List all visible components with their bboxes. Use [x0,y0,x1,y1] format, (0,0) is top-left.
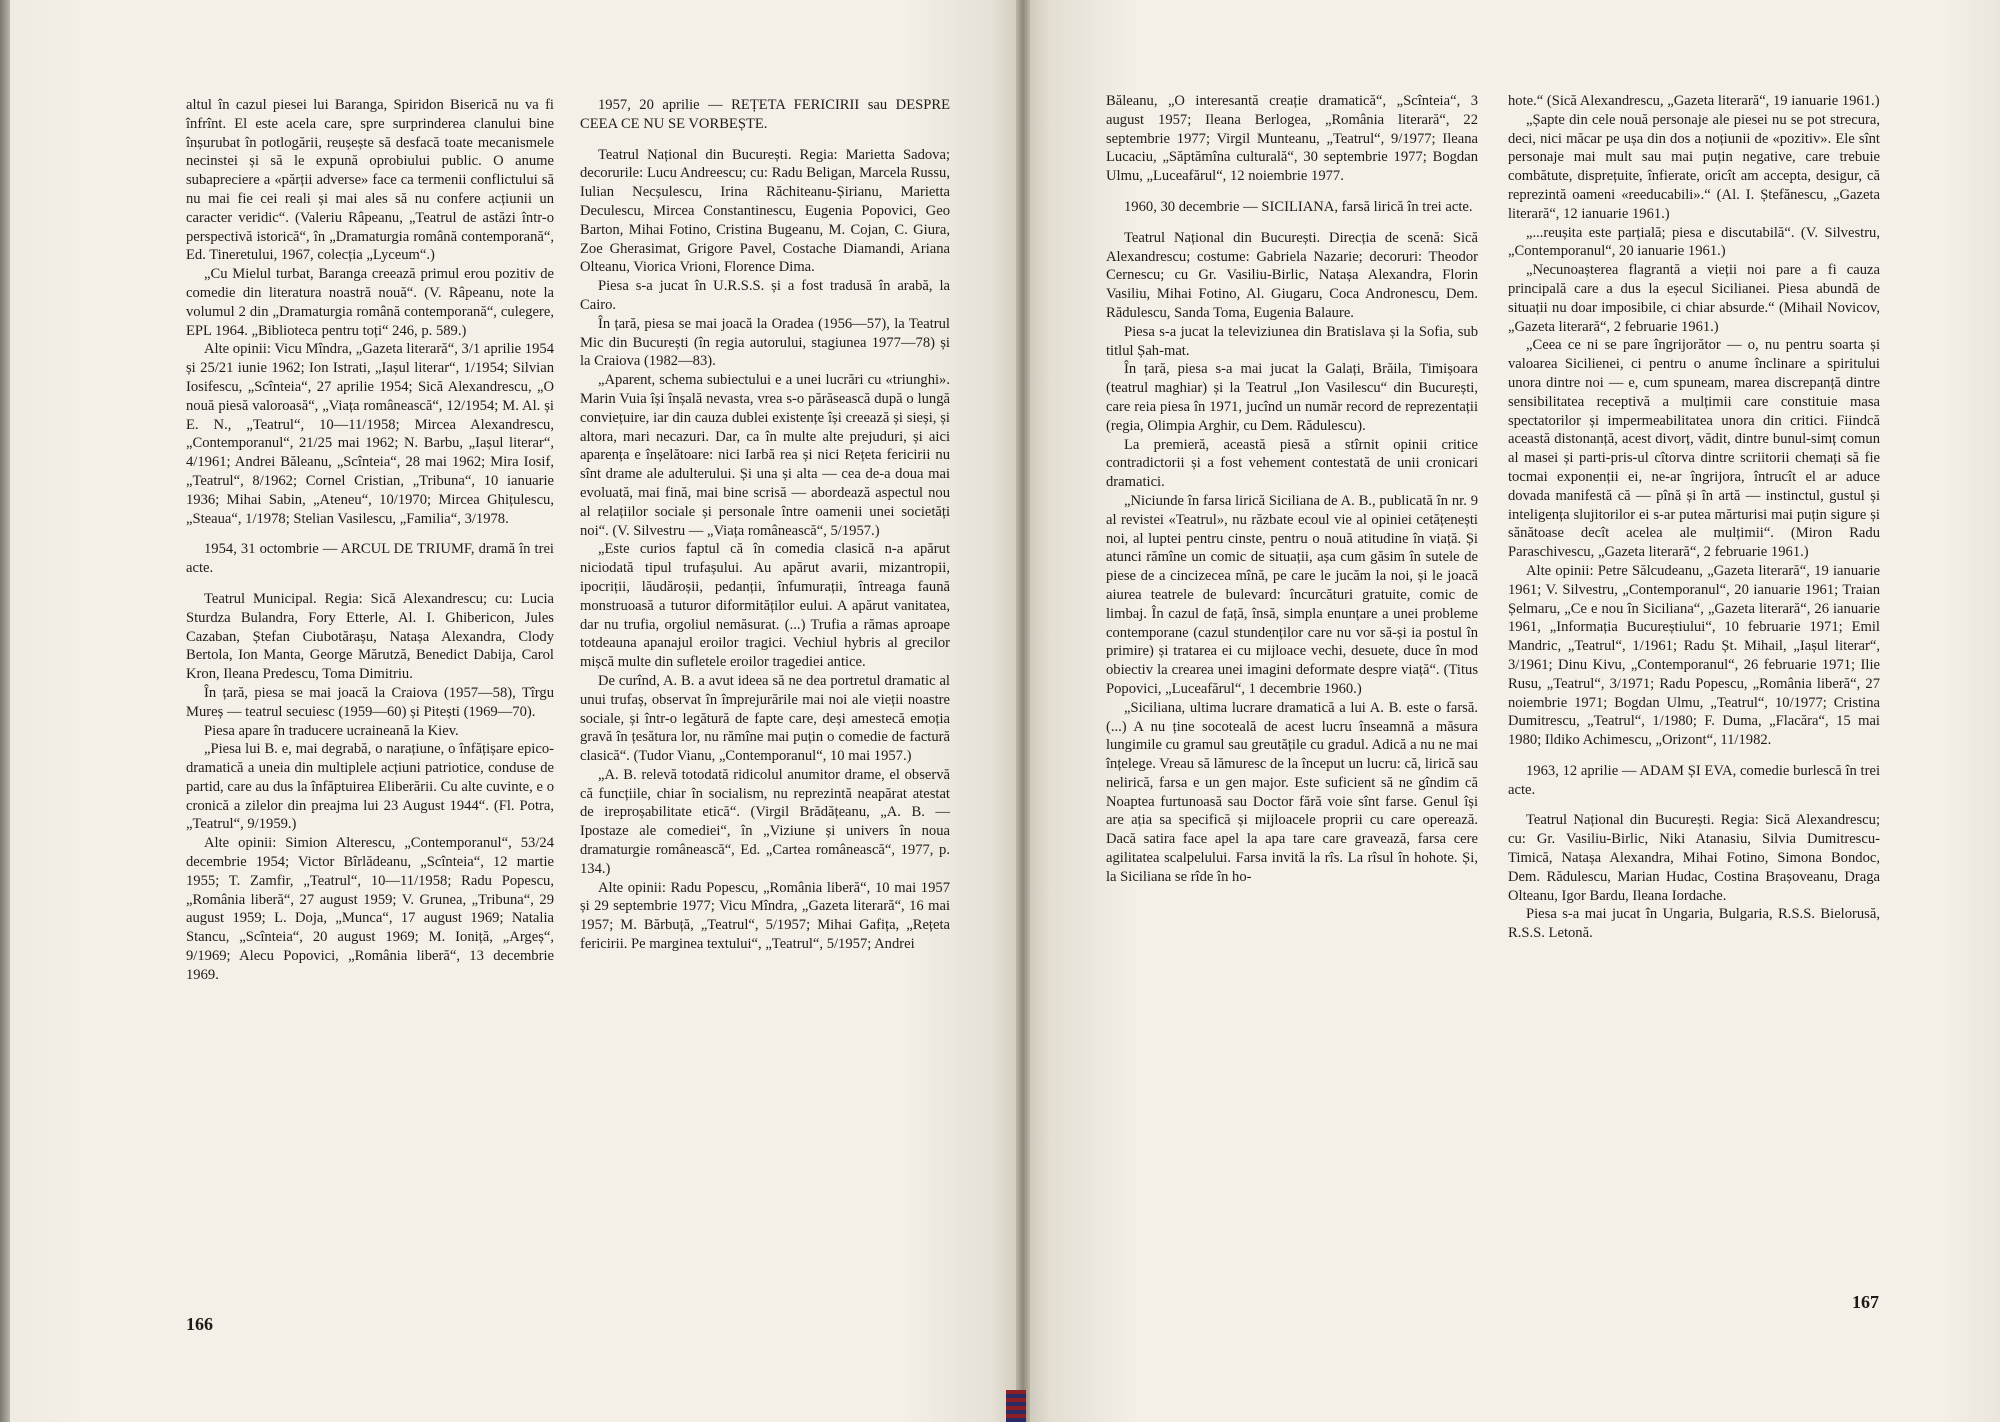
page-number-right: 167 [1852,1292,1879,1312]
paragraph: Piesa s-a jucat la televiziunea din Bratislava și la Sofia, sub titlul Șah-mat. [1106,323,1478,359]
book-spine [1016,0,1030,1422]
left-page-column-1 [186,96,554,985]
entry-heading: 1960, 30 decembrie — SICILIANA, farsă lirică în trei acte. [1124,198,1473,215]
entry-heading: 1963, 12 aprilie — ADAM ȘI EVA, comedie burlescă în trei acte. [1508,762,1880,798]
paragraph: În țară, piesa se mai joacă la Oradea (1956—57), la Teatrul Mic din București (în regia autorului, stagiunea 1977—78) și la Craiova (1982—83). [580,315,950,370]
paragraph: În țară, piesa se mai joacă la Craiova (1957—58), Tîrgu Mureș — teatrul secuiesc (1959—60) și Pitești (1969—70). [186,684,554,720]
paragraph: Teatrul Național din București. Regia: Marietta Sadova; decorurile: Lucu Andreescu; cu: Radu Beligan, Marcela Russu, Iulian Necșulescu, Irina Răchiteanu-Șirianu, Marietta Deculescu, Mircea Constantinescu, Eugenia Popovici, Geo Barton, Mihai Fotino, Cristina Bugeanu, M. Cojan, C. Giura, Zoe Gherasimat, Grigore Pavel, Costache Diamandi, Ariana Olteanu, Viorica Vrioni, Florence Dima. [580,146,950,276]
paragraph: „Șapte din cele nouă personaje ale piesei nu se pot strecura, deci, nici măcar pe ușa din dos a noțiunii de «pozitiv». Ele sînt personaje mai mult sau mai puțin negative, care trebuie combătute, disprețuite, înfierate, oricît am accepta, desigur, că reprezintă oameni «reeducabili».“ (Al. I. Ștefănescu, „Gazeta literară“, 12 ianuarie 1961.) [1508,111,1880,222]
paragraph: „Necunoașterea flagrantă a vieții noi pare a fi cauza principală care a dus la eșecul Sicilianei. Piesa abundă de situații nu doar imposibile, ci chiar absurde.“ (Mihail Novicov, „Gazeta literară“, 2 februarie 1961.) [1508,262,1880,335]
paragraph: Piesa s-a jucat în U.R.S.S. și a fost tradusă în arabă, la Cairo. [580,278,950,313]
paragraph: „...reușita este parțială; piesa e discutabilă“. (V. Silvestru, „Contemporanul“, 20 ianuarie 1961.) [1508,224,1880,260]
right-page-column-2 [1508,92,1880,943]
paragraph: „Piesa lui B. e, mai degrabă, o narațiune, o înfățișare epico-dramatică a uneia din multiplele acțiuni patriotice, conduse de partid, care au dus la înfăptuirea Eliberării. Cu alte cuvinte, e o cronică a zilelor din preajma lui 23 August 1944“. (Fl. Potra, „Teatrul“, 9/1959.) [186,741,554,833]
paragraph: „Cu Mielul turbat, Baranga creează primul erou pozitiv de comedie din literatura noastră nouă“. (V. Râpeanu, note la volumul 2 din „Dramaturgia română contemporană“, culegere, EPL 1964. „Biblioteca pentru toți“ 246, p. 589.) [186,266,554,339]
left-page-column-2 [580,96,950,954]
paragraph: Teatrul Național din București. Direcția de scenă: Sică Alexandrescu; costume: Gabriela Nazarie; decoruri: Theodor Cernescu; cu Gr. Vasiliu-Birlic, Natașa Alexandra, Florin Vasiliu, Mihai Fotino, Al. Giugaru, Coca Andronescu, Dem. Rădulescu, Sanda Toma, Eugenia Balaure. [1106,229,1478,321]
paragraph: Alte opinii: Petre Sălcudeanu, „Gazeta literară“, 19 ianuarie 1961; V. Silvestru, „Contemporanul“, 20 ianuarie 1961; Traian Șelmaru, „Ce e nou în Siciliana“, „Gazeta literară“, 26 ianuarie 1961, „Informația Bucureștiului“, 10 februarie 1971; Emil Mandric, „Teatrul“, 1/1961; Radu Șt. Mihail, „Iașul literar“, 3/1961; Dinu Kivu, „Contemporanul“, 26 februarie 1971; Ilie Rusu, „Teatrul“, 3/1971; Radu Popescu, „România liberă“, 27 noiembrie 1971; Bogdan Ulmu, „Teatrul“, 10/1977; Cristina Dumitrescu, „Teatrul“, 1/1980; F. Duma, „Flacăra“, 15 mai 1980; Ildiko Achimescu, „Orizont“, 11/1982. [1508,562,1880,749]
paragraph: Teatrul Municipal. Regia: Sică Alexandrescu; cu: Lucia Sturdza Bulandra, Fory Etterle, Al. I. Ghibericon, Jules Cazaban, Ștefan Ciubotărașu, Natașa Alexandra, Clody Bertola, Ion Manta, George Mărutză, Benedict Dabija, Carol Kron, Ileana Predescu, Toma Dimitriu. [186,590,554,683]
paragraph: „Aparent, schema subiectului e a unei lucrări cu «triunghi». Marin Vuia își înșală nevasta, vrea s-o părăsească după o lungă conviețuire, iar din cauza dublei existențe își creează și sieși, și altora, mari necazuri. Dar, ca în multe alte prejuduri, și aici aparența e înșelătoare: nici Iarbă rea și nici Rețeta fericirii nu sînt drame ale adulterului. Și una și alta — cea de-a doua mai evoluată, mai fină, mai bine scrisă — abordează aspectul nou al relațiilor sociale și personale între oamenii unei societăți noi“. (V. Silvestru — „Viața românească“, 5/1957.) [580,372,950,539]
paragraph: Alte opinii: Simion Alterescu, „Contemporanul“, 53/24 decembrie 1954; Victor Bîrlădeanu, „Scînteia“, 12 martie 1955; T. Zamfir, „Teatrul“, 10—11/1958; Radu Popescu, „România liberă“, 27 august 1959; V. Grunea, „Tribuna“, 29 august 1959; L. Doja, „Munca“, 17 august 1969; Natalia Stancu, „Scînteia“, 20 august 1969; M. Ioniță, „Argeș“, 9/1969; Alecu Popovici, „România liberă“, 13 decembrie 1969. [186,835,554,983]
paragraph: „Niciunde în farsa lirică Siciliana de A. B., publicată în nr. 9 al revistei «Teatrul», nu răzbate ecoul vie al opiniei cetățenești noi, al luptei pentru cinste, pentru o nouă atitudine în viață. Și atunci rămîne un comic de situații, așa cum găsim în sutele de piese de a cincizecea mînă, pe care le jucăm la noi, și le joacă aiurea teatrele de bulevard: încurcături gratuite, comic de limbaj. În cazul de față, însă, simpla enunțare a unei probleme contemporane (cazul stundenților care nu vor să-și ia postul în primire) și tratarea ei cu mijloace vechi, desuete, duce în mod obiectiv la crearea unei imagini deformate despre viață“. (Titus Popovici, „Luceafărul“, 1 decembrie 1960.) [1106,492,1478,697]
paragraph: altul în cazul piesei lui Baranga, Spiridon Biserică nu va fi înfrînt. El este acela care, spre surprinderea clanului bine înșurubat în potlogării, reușește să desfacă toate mecanismele necinstei și să le expună oprobiului public. O anume subapreciere a «părții adverse» face ca termenii conflictului să nu mai fie cei reali și mai ales să nu confere acțiunii un caracter veridic“. (Valeriu Râpeanu, „Teatrul de astăzi într-o perspectivă istorică“, în „Dramaturgia română contemporană“, Ed. Tineretului, 1967, colecția „Lyceum“.) [186,97,554,264]
paragraph: „Siciliana, ultima lucrare dramatică a lui A. B. este o farsă. (...) A nu ține socoteală de acest lucru înseamnă a măsura lungimile cu gramul sau greutățile cu gradul. Adică a nu ne mai înțelege. Vreau să lămuresc de la început un lucru: că, lirică sau nelirică, farsa e un gen major. Este suficient să ne gîndim că Noaptea furtunoasă sau Doctor fără voie sînt farse. Genul își are ația sa specifică și mijloacele proprii cu care operează. Dacă satira face apel la apa tare care gravează, farsa cere agilitatea scalpelului. Farsa invită la rîs. La rîsul în hohote. Și, la Siciliana se rîde în ho- [1106,699,1478,885]
paragraph: La premieră, această piesă a stîrnit opinii critice contradictorii și a fost vehement contestată de unii cronicari dramatici. [1106,436,1478,491]
paragraph: Teatrul Național din București. Regia: Sică Alexandrescu; cu: Gr. Vasiliu-Birlic, Niki Atanasiu, Silvia Dumitrescu-Timică, Natașa Alexandra, Mihai Fotino, Simona Bondoc, Dem. Rădulescu, Marian Hudac, Costina Brașoveanu, Draga Olteanu, Igor Bardu, Ileana Iordache. [1508,812,1880,904]
paragraph: „Ceea ce ni se pare îngrijorător — o, nu pentru soarta și valoarea Sicilienei, ci pentru o anume înclinare a spiritului unora dintre noi — e, cum spuneam, marea discrepanță dintre sensibilitatea receptivă a mulțimii care constituie masa spectatorilor și impermeabilitatea unora din critici. Fiindcă această distonanță, acest divorț, vădit, dintre bunul-simț comun al masei și parti-pris-ul cîtorva dintre scriitorii chemați să fie tocmai exponenții ei, ne-ar îngrijora, întrucît el ar aduce dovada manifestă că — pînă și în artă — instinctul, gustul și inteligența slujitorilor ei s-ar putea mărturisi mai puțin sigure și sănătoase decît acelea ale mulțimii“. (Miron Radu Paraschivescu, „Gazeta literară“, 2 februarie 1961.) [1508,337,1880,561]
paragraph: În țară, piesa s-a mai jucat la Galați, Brăila, Timișoara (teatrul maghiar) și la Teatrul „Ion Vasilescu“ din București, care reia piesa în 1971, jucînd un număr record de reprezentații (regia, Olimpia Arghir, cu Dem. Rădulescu). [1106,361,1478,434]
paragraph: Alte opinii: Radu Popescu, „România liberă“, 10 mai 1957 și 29 septembrie 1977; Vicu Mîndra, „Gazeta literară“, 16 mai 1957; M. Bărbuță, „Teatrul“, 5/1957; Mihai Gafița, „Rețeta fericirii. Pe marginea textului“, „Teatrul“, 5/1957; Andrei [580,879,950,953]
entry-heading: 1957, 20 aprilie — REȚETA FERICIRII sau DESPRE CEEA CE NU SE VORBEȘTE. [580,97,950,132]
binding-headband [1006,1390,1026,1422]
paragraph: „A. B. relevă totodată ridicolul anumitor drame, el observă că funcțiile, chiar în socialism, nu reprezintă neapărat atestat de ireproșabilitate etică“. (Virgil Brădățeanu, „A. B. — Ipostaze ale comediei“, în „Viziune și univers în noua dramaturgie românească“, Ed. „Cartea românească“, 1977, p. 134.) [580,766,950,877]
paragraph: Băleanu, „O interesantă creație dramatică“, „Scînteia“, 3 august 1957; Ileana Berlogea, „România literară“, 22 septembrie 1977; Virgil Munteanu, „Teatrul“, 9/1977; Ileana Lucaciu, „Săptămîna culturală“, 30 septembrie 1977; Bogdan Ulmu, „Luceafărul“, 12 noiembrie 1977. [1106,93,1478,185]
paragraph: De curînd, A. B. a avut ideea să ne dea portretul dramatic al unui trufaș, observat în împrejurările mai noi ale vieții noastre sociale, și într-o legătură de fapte care, deși amestecă emoția gravă în țesătura lor, nu rămîne mai puțin o comedie de factură clasică“. (Tudor Vianu, „Contemporanul“, 10 mai 1957.) [580,672,950,765]
paragraph: Piesa apare în traducere ucraineană la Kiev. [204,722,459,739]
paragraph: Piesa s-a mai jucat în Ungaria, Bulgaria, R.S.S. Bielorusă, R.S.S. Letonă. [1508,906,1880,942]
paragraph: hote.“ (Sică Alexandrescu, „Gazeta literară“, 19 ianuarie 1961.) [1508,93,1880,109]
paragraph: „Este curios faptul că în comedia clasică n-a apărut niciodată tipul trufașului. Au apărut avarii, mizantropii, ipocriții, lăudăroșii, pedanții, înfumurații, întreaga faună monstruoasă a tuturor diformităților eului. A apărut vanitatea, dar nu trufia, orgoliul nemăsurat. (...) Trufia a rămas aproape totdeauna apanajul eroilor tragici. Vechiul hybris al grecilor mișcă multe din sufletele eroilor tragediei antice. [580,541,950,671]
right-page-column-1 [1106,92,1478,887]
entry-heading: 1954, 31 octombrie — ARCUL DE TRIUMF, dramă în trei acte. [186,541,554,577]
page-number-left: 166 [186,1314,213,1334]
paragraph: Alte opinii: Vicu Mîndra, „Gazeta literară“, 3/1 aprilie 1954 și 25/21 iunie 1962; Ion Istrati, „Iașul literar“, 1/1954; Silvian Iosifescu, „Scînteia“, 27 aprilie 1954; Sică Alexandrescu, „O nouă piesă valoroasă“, „Viața românească“, 12/1954; M. Al. și E. N., „Teatrul“, 10—11/1958; Mircea Alexandrescu, „Contemporanul“, 21/25 mai 1962; N. Barbu, „Iașul literar“, 4/1961; Andrei Băleanu, „Scînteia“, 28 mai 1962; Mira Iosif, „Teatrul“, 8/1962; Cornel Cristian, „Tribuna“, 10 ianuarie 1936; Mihai Sabin, „Ateneu“, 10/1970; Mircea Ghițulescu, „Steaua“, 1/1978; Stelian Vasilescu, „Familia“, 3/1978. [186,341,554,527]
